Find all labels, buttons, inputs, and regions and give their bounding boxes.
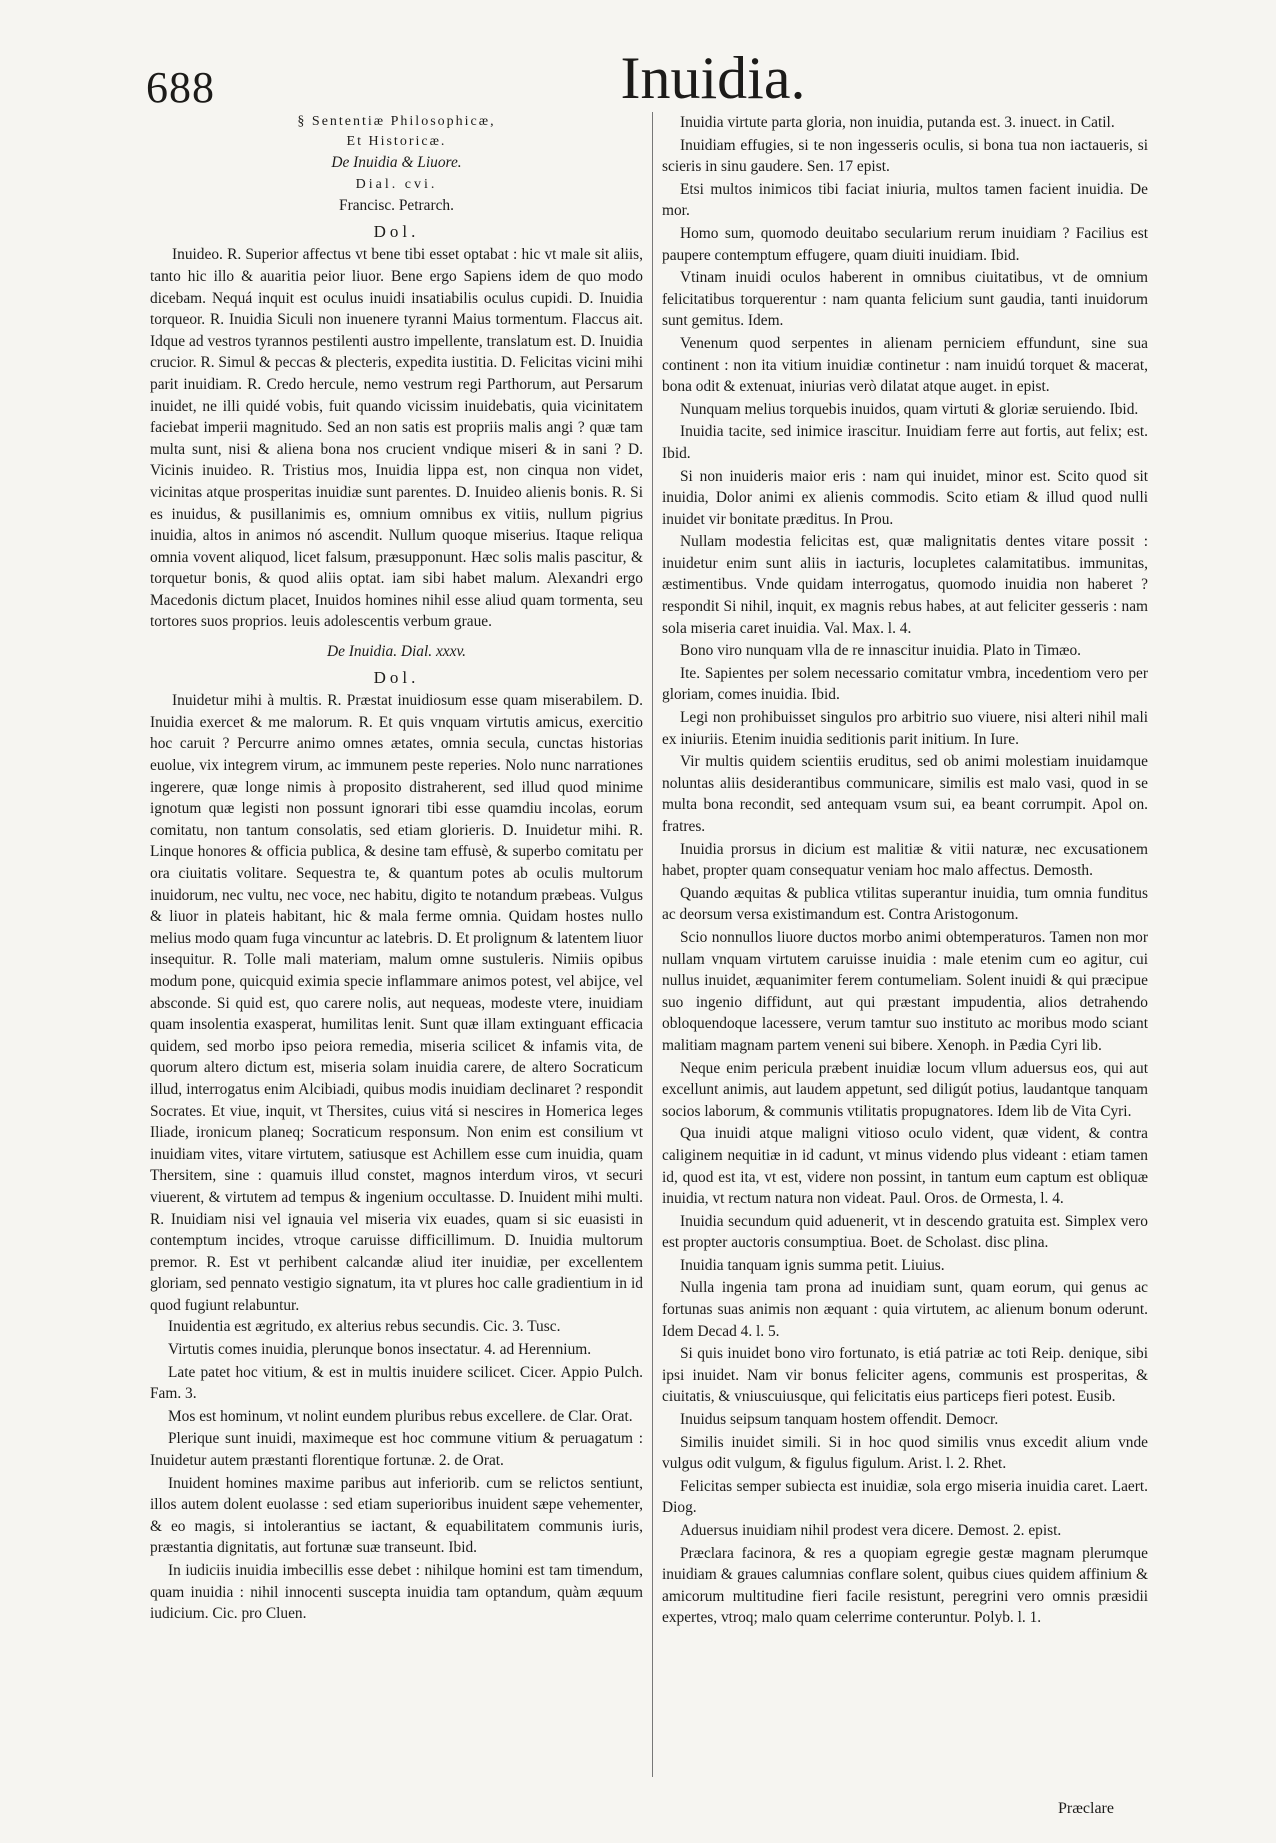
quotation-entry: Si non inuideris maior eris : nam qui inuidet, minor est. Scito quod sit inuidia, Dolor animi ex alienis commodis. Scito etiam & illud quod nulli inuidet vir bonitate præditus. In Prou. bbox=[662, 467, 1148, 528]
right-column bbox=[662, 112, 1148, 1630]
quotation-entry: Mos est hominum, vt nolint eundem pluribus rebus excellere. de Clar. Orat. bbox=[168, 1407, 633, 1425]
quotation-entry: Inuidia tanquam ignis summa petit. Liuius. bbox=[680, 1256, 945, 1274]
sub-head-line: De Inuidia & Liuore. bbox=[331, 154, 462, 171]
sub-head-line: De Inuidia. Dial. xxxv. bbox=[326, 643, 467, 661]
quotation-entry: Inuidia virtute parta gloria, non inuidia, putanda est. 3. inuect. in Catil. bbox=[680, 114, 1115, 131]
quotation-entry: Aduersus inuidiam nihil prodest vera dicere. Demost. 2. epist. bbox=[680, 1522, 1062, 1539]
quotation-entry: Vtinam inuidi oculos haberent in omnibus ciuitatibus, vt de omnium felicitatibus torquerentur : nam quanta felicium sunt gaudia, tanti inuidorum sunt gemitus. Idem. bbox=[662, 269, 1148, 330]
quotation-entry: Inuidia prorsus in dicium est malitiæ & vitii naturæ, nec excusationem habet, propter quam consequatur veniam hoc malo affectus. Demosth. bbox=[662, 840, 1148, 880]
spacer bbox=[150, 633, 643, 641]
sec-head-line: § Sententiæ Philosophicæ, bbox=[297, 114, 496, 129]
column-divider bbox=[652, 112, 653, 1777]
quotation-entry: Nunquam melius torquebis inuidos, quam virtuti & gloriæ seruiendo. Ibid. bbox=[680, 400, 1139, 418]
quotation-entry: Si quis inuidet bono viro fortunato, is etiá patriæ ac toti Reip. denique, sibi ipsi inuidet. Nam vir bonus feliciter agens, communis est prosperitas, & ciuitatis, & vniuscuiusque, qui felicitatis eius particeps fieri potest. Eusib. bbox=[662, 1345, 1148, 1406]
sec-head-line: Et Historicæ. bbox=[346, 134, 447, 149]
quotation-entry: Inuidentia est ægritudo, ex alterius rebus secundis. Cic. 3. Tusc. bbox=[168, 1318, 561, 1336]
quotation-entry: Late patet hoc vitium, & est in multis inuidere scilicet. Cicer. Appio Pulch. Fam. 3. bbox=[150, 1363, 643, 1403]
quotation-entry: Similis inuidet simili. Si in hoc quod similis vnus excedit alium vnde vulgus odit vulgum, & figulus figulum. Arist. l. 2. Rhet. bbox=[662, 1433, 1148, 1473]
quotation-entry: Nulla ingenia tam prona ad inuidiam sunt, quam eorum, qui genus ac fortunas suas animis non æquant : quia virtutem, ac alienum bonum oderunt. Idem Decad 4. l. 5. bbox=[662, 1279, 1148, 1340]
speaker-line: Dol. bbox=[373, 667, 420, 687]
quotation-entry: Etsi multos inimicos tibi faciat iniuria, multos tamen facient inuidia. De mor. bbox=[662, 180, 1148, 220]
quotation-entry: Bono viro nunquam vlla de re innascitur inuidia. Plato in Timæo. bbox=[680, 642, 1081, 660]
quotation-entry: Venenum quod serpentes in alienam perniciem effundunt, sine sua continent : non ita vitium inuidiæ continetur : nam inuidú torquet & macerat, bona odit & extenuat, iniurias verò dilatat atque auget. in epist. bbox=[662, 334, 1148, 396]
indent-line: Inuideo. R. Superior affectus vt bene tibi esset optabat : hic vt male sit aliis, tanto hic illo & auaritia peior liuor. Bene ergo Sapiens idem de quo modo dicebam. Nequá inquit est oculus inuidi insatiabilis oculus cupidi. D. Inuidia torqueor. R. Inuidia Siculi non inuenere tyranni Maius tormentum. Flaccus ait. Idque ad vestros tyrannos pestilenti austro impellente, translatum est. D. Inuidia crucior. R. Simul & peccas & plecteris, expedita iustitia. D. Felicitas vicini mihi parit inuidiam. R. Credo hercule, nemo vestrum regi Parthorum, aut Persarum inuidet, ne illi quidé vobis, fuit quando vicissim inuidebatis, quia vicinitatem faciebat imperii magnitudo. Sed an non satis est propriis malis angi ? quæ tam multa sunt, nisi & aliena bona nos crucient vndique miseri & in sani ? D. Vicinis inuideo. R. Tristius mos, Inuidia lippa est, non cinqua non videt, vicinitas atque prosperitas inuidiæ sunt parentes. D. Inuideo alienis bonis. R. Si es inuidus, & pusillanimis es, omnium omnibus ex vitiis, nullum pigrius inuidia, altos in animos nó ascendit. Nullum quoque miserius. Itaque reliqua omnia vovent aliquod, licet falsum, præsupponunt. Hæc solis malis pascitur, & torquetur bonis, & quod aliis optat. iam sibi habet malum. Alexandri ergo Macedonis dictum placet, Inuidos homines nihil esse aliud quam tormenta, seu tortores suos proprios. leuis adolescentis verbum graue. bbox=[150, 246, 643, 631]
speaker-line: Dol. bbox=[373, 221, 420, 241]
running-headword: Inuidia. bbox=[620, 45, 806, 111]
dial-line: Dial. cvi. bbox=[355, 176, 438, 192]
quotation-entry: Vir multis quidem scientiis eruditus, sed ob animi molestiam inuidamque noluntas aliis desiderantibus communicare, similis est malo vasi, quod in se multa bona recondit, sed antequam vsum sui, ea beant corrumpit. Apol on. fratres. bbox=[662, 753, 1148, 835]
quotation-entry: Inuidia tacite, sed inimice irascitur. Inuidiam ferre aut fortis, aut felix; est. Ibid. bbox=[662, 423, 1148, 462]
quotation-entry: Felicitas semper subiecta est inuidiæ, sola ergo miseria inuidia caret. Laert. Diog. bbox=[662, 1477, 1148, 1517]
indent-line: Inuidetur mihi à multis. R. Præstat inuidiosum esse quam miserabilem. D. Inuidia exercet & me malorum. R. Et quis vnquam virtutis amicus, exercitio hoc caruit ? Percurre animo omnes ætates, omnia secula, cunctas historias euolue, vix integrem virum, ac immunem peste reperies. Nolo nunc narrationes ingerere, quæ longe nimis à proposito distraherent, sed illud quod minime ignotum quæ legisti non possunt ignorari tibi esse quamdiu incolas, eorum comitatu, non tantum consolatis, sed etiam glorieris. D. Inuidetur mihi. R. Linque honores & officia publica, & desine tam effusè, & superbo comitatu per ora ciuitatis volitare. Sequestra te, & quantum potes ab oculis multorum inuidorum, nec vultu, nec voce, nec habitu, digito te notandum præbeas. Vulgus & liuor in plateis habitant, hic & mala ferme omnia. Quidam hostes nullo melius modo quam fuga vincuntur ac latebris. D. Et prolignum & latentem liuor insequitur. R. Tolle mali materiam, malum omne sustuleris. Nimiis opibus modum pone, quicquid eximia specie inflammare animos potest, vel abijce, vel absconde. Si quid est, quo carere nolis, aut nequeas, modeste vtere, inuidiam quam insolentia exasperat, humilitas lenit. Sunt quæ illam extinguant efficacia quidem, sed morbo ipso peiora remedia, miseria scilicet & infamis vita, de quorum altero dictum est, miseria solam inuidia carere, de altero Socraticum illud, interrogatus enim Alcibiadi, quibus modis inuidiam declinaret ? respondit Socrates. Et viue, inquit, vt Thersites, cuius vitá si nescires in Homerica leges Iliade, ironicum planeq; Socraticum responsum. Non enim est consilium vt inuidiam vites, vitare virtutem, satiusque est Achillem esse cum inuidia, quam Thersitem, sine : quamuis illud constet, magnos interdum viros, vt securi viuerent, & virtutem ad tempus & ingenium occultasse. D. Inuident mihi multi. R. Inuidiam nisi vel ignauia vel miseria vix euades, quam si sic euasisti in contemptum incides, vtroque caruisse difficillimum. D. Inuidia multorum premor. R. Est vt perhibent calcandæ aliud iter inuidiæ, per excellentem gloriam, sed pennato vestigio signatum, ita vt plures hoc calle gradientium in id quod fugiunt relabuntur. bbox=[150, 692, 643, 1314]
left-column bbox=[150, 112, 643, 1626]
quotation-entry: Inuidiam effugies, si te non ingesseris oculis, si bona tua non iactaueris, si scieris in sinu gaudere. Sen. 17 epist. bbox=[662, 136, 1148, 176]
page-number: 688 bbox=[146, 63, 215, 112]
quotation-entry: Quando æquitas & publica vtilitas superantur inuidia, tum omnia funditus ac deorsum versa existimandum est. Contra Aristogonum. bbox=[662, 884, 1148, 924]
quotation-entry: Plerique sunt inuidi, maximeque est hoc commune vitium & peruagatum : Inuidetur autem præstanti florentique fortunæ. 2. de Orat. bbox=[150, 1430, 643, 1470]
quotation-entry: Qua inuidi atque maligni vitioso oculo vident, quæ vident, & contra caliginem nequitiæ in id cadunt, vt minus videndo plus videant : etiam tamen id, quod est ita, vt est, videre non possint, in tantum eum captum est obliquæ inuidia, vt rectum natura non videat. Paul. Oros. de Ormesta, l. 4. bbox=[662, 1125, 1148, 1208]
author-line: Francisc. Petrarch. bbox=[339, 197, 454, 215]
quotation-entry: Legi non prohibuisset singulos pro arbitrio suo viuere, nisi alteri nihil mali ex iniuriis. Etenim inuidia seditionis parit initium. In Iure. bbox=[662, 709, 1148, 748]
quotation-entry: In iudiciis inuidia imbecillis esse debet : nihilque homini est tam timendum, quam inuidia : nihil innocenti suscepta inuidia tam optandum, quàm æquum iudicium. Cic. pro Cluen. bbox=[150, 1562, 643, 1623]
quotation-entry: Nullam modestia felicitas est, quæ malignitatis dentes vitare possit : inuidetur enim sunt aliis in iacturis, locupletes calamitatibus. immunitas, æstimentibus. Vnde quidam interrogatus, quomodo inuidia non haberet ? respondit Si nihil, inquit, ex magnis rebus habes, at aut feliciter gesseris : nam sola miseria caret inuidia. Val. Max. l. 4. bbox=[662, 533, 1148, 637]
quotation-entry: Præclara facinora, & res a quopiam egregie gestæ magnam plerumque inuidiam & graues calumnias conflare solent, quibus ciues quidem affinium & amicorum multitudine fieri facile resistunt, peregrini vero omnis præsidii expertes, vtroq; malo quam celerrime conteruntur. Polyb. l. 1. bbox=[662, 1544, 1148, 1627]
quotation-entry: Neque enim pericula præbent inuidiæ locum vllum aduersus eos, qui aut excellunt animis, aut laudem appetunt, sed diligút potius, laudantque tanquam socios laborum, & communis vtilitatis propugnatores. Idem lib de Vita Cyri. bbox=[662, 1059, 1148, 1120]
quotation-entry: Inuidus seipsum tanquam hostem offendit. Democr. bbox=[680, 1411, 999, 1429]
quotation-entry: Ite. Sapientes per solem necessario comitatur vmbra, incedentiom vero per gloriam, comes inuidia. Ibid. bbox=[662, 664, 1148, 704]
quotation-entry: Virtutis comes inuidia, plerunque bonos insectatur. 4. ad Herennium. bbox=[168, 1341, 592, 1359]
quotation-entry: Inuidia secundum quid aduenerit, vt in descendo gratuita est. Simplex vero est propter auctoris consumptiua. Boet. de Scholast. disc plina. bbox=[662, 1212, 1148, 1252]
quotation-entry: Homo sum, quomodo deuitabo secularium rerum inuidiam ? Facilius est paupere contemptum effugere, quam diuiti inuidiam. Ibid. bbox=[662, 224, 1148, 264]
quotation-entry: Inuident homines maxime paribus aut inferiorib. cum se relictos sentiunt, illos autem dolent euolasse : sed etiam superioribus inuident sæpe vehementer, & eo magis, si intolerantius se iactant, & equabilitatem communis iuris, præstantia dignitatis, aut fortunæ suæ transeunt. Ibid. bbox=[150, 1474, 643, 1557]
quotation-entry: Scio nonnullos liuore ductos morbo animi obtemperaturos. Tamen non mor nullam vnquam virtutem caruisse inuidia : male etenim cum eo agitur, cui nullus inuidet, æquanimiter ferem contumeliam. Solent inuidi & qui præcipue suo ingenio diffidunt, aut qui præstant impudentia, alios detrahendo obloquendoque lacessere, verum tamtur suo instituto ac moribus modo sciant malitiam magnam partem veneni sui bibere. Xenoph. in Pædia Cyri lib. bbox=[662, 928, 1148, 1054]
catchword: Præclare bbox=[1058, 1800, 1114, 1817]
